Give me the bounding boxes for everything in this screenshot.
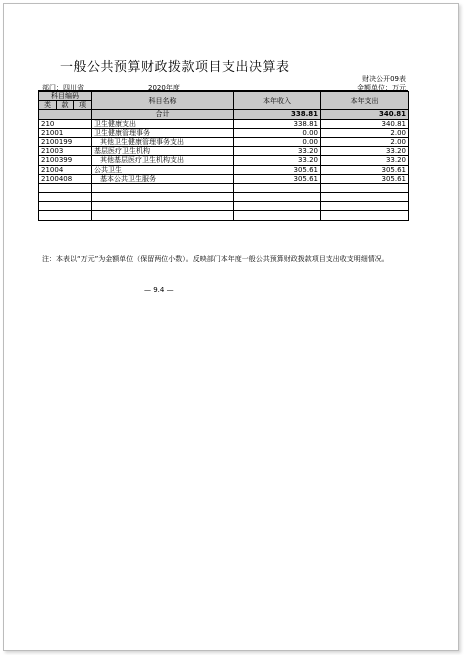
subject-name-header: 科目名称 — [92, 92, 234, 110]
expense-cell — [321, 193, 409, 202]
page-number: — 9.4 — — [144, 286, 174, 294]
subject-name-cell — [92, 211, 234, 220]
total-income: 338.81 — [234, 110, 321, 119]
report-title: 一般公共预算财政拨款项目支出决算表 — [60, 60, 290, 75]
expense-cell — [321, 211, 409, 220]
subject-code-cell: 2100199 — [39, 137, 92, 146]
table-row — [39, 128, 409, 137]
income-cell — [234, 202, 321, 211]
expense-cell: 33.20 — [321, 156, 409, 165]
income-cell — [234, 183, 321, 192]
table-row — [39, 202, 409, 211]
table-row — [39, 183, 409, 192]
expense-cell: 305.61 — [321, 165, 409, 174]
expense-cell — [321, 183, 409, 192]
department-label: 部门：四川省 — [42, 84, 84, 92]
income-cell: 305.61 — [234, 165, 321, 174]
subject-name-cell — [92, 202, 234, 211]
class-header: 类 — [39, 101, 57, 110]
expense-header: 本年支出 — [321, 92, 409, 110]
total-expense: 340.81 — [321, 110, 409, 119]
subject-code-header: 科目编码 — [39, 92, 92, 101]
subject-name-cell: 其他基层医疗卫生机构支出 — [92, 156, 234, 165]
subject-code-cell — [39, 202, 92, 211]
income-cell: 0.00 — [234, 137, 321, 146]
table-row — [39, 156, 409, 165]
subject-code-cell: 21004 — [39, 165, 92, 174]
expense-cell — [321, 202, 409, 211]
sub-item-header: 项 — [74, 101, 92, 110]
footnote: 注：本表以“万元”为金额单位（保留两位小数）。反映部门本年度一般公共预算财政拨款项目支出收支明细情况。 — [42, 255, 389, 263]
subject-code-cell: 21001 — [39, 128, 92, 137]
income-cell: 338.81 — [234, 119, 321, 128]
expense-cell: 33.20 — [321, 147, 409, 156]
subject-name-cell — [92, 193, 234, 202]
subject-code-cell — [39, 193, 92, 202]
total-label: 合计 — [92, 110, 234, 119]
income-cell: 305.61 — [234, 174, 321, 183]
expense-cell: 305.61 — [321, 174, 409, 183]
table-row — [39, 147, 409, 156]
subject-name-cell: 卫生健康管理事务 — [92, 128, 234, 137]
table-row — [39, 174, 409, 183]
subject-name-cell: 公共卫生 — [92, 165, 234, 174]
table-row — [39, 211, 409, 220]
subject-name-cell — [92, 183, 234, 192]
income-cell — [234, 211, 321, 220]
subject-code-cell: 210 — [39, 119, 92, 128]
income-cell: 33.20 — [234, 147, 321, 156]
total-row — [39, 110, 409, 119]
expense-cell: 2.00 — [321, 128, 409, 137]
item-header: 款 — [57, 101, 74, 110]
unit-label: 金额单位：万元 — [357, 84, 406, 92]
subject-code-cell: 21003 — [39, 147, 92, 156]
subject-name-cell: 基层医疗卫生机构 — [92, 147, 234, 156]
subject-code-cell — [39, 211, 92, 220]
income-cell: 0.00 — [234, 128, 321, 137]
subject-code-cell: 2100399 — [39, 156, 92, 165]
subject-name-cell: 卫生健康支出 — [92, 119, 234, 128]
form-code: 财决公开09表 — [362, 75, 406, 83]
income-cell — [234, 193, 321, 202]
table-row — [39, 137, 409, 146]
subject-code-cell: 2100408 — [39, 174, 92, 183]
year-label: 2020年度 — [148, 84, 180, 92]
expenditure-table — [38, 91, 409, 221]
expense-cell: 2.00 — [321, 137, 409, 146]
subject-name-cell: 基本公共卫生服务 — [92, 174, 234, 183]
subject-code-cell — [39, 183, 92, 192]
table-row — [39, 119, 409, 128]
total-code-cell — [39, 110, 92, 119]
income-cell: 33.20 — [234, 156, 321, 165]
expense-cell: 340.81 — [321, 119, 409, 128]
income-header: 本年收入 — [234, 92, 321, 110]
subject-name-cell: 其他卫生健康管理事务支出 — [92, 137, 234, 146]
table-row — [39, 193, 409, 202]
table-row — [39, 165, 409, 174]
